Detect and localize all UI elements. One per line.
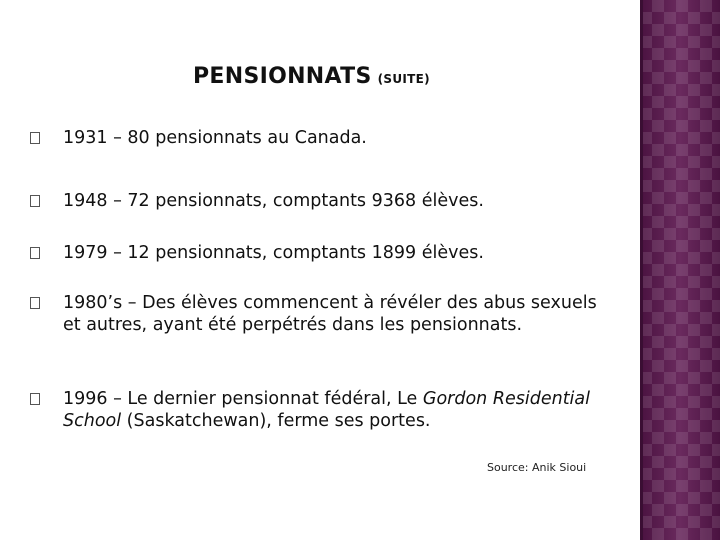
school-name: Gordon Residential School <box>63 389 591 431</box>
sidebar-edge <box>640 0 643 540</box>
bullet-item <box>30 292 605 336</box>
source-credit: Source: Anik Sioui <box>487 461 587 474</box>
bullet-box-icon <box>30 297 40 309</box>
bullet-text-post: (Saskatchewan), ferme ses portes. <box>121 411 431 431</box>
bullet-box-icon <box>30 247 40 259</box>
bullet-box-icon <box>30 393 40 405</box>
bullet-text: 1948 – 72 pensionnats, comptants 9368 élèves. <box>63 191 484 211</box>
bullet-item <box>30 242 605 264</box>
bullet-box-icon <box>30 195 40 207</box>
title-main: PENSIONNATS <box>193 64 372 89</box>
title-suffix: (SUITE) <box>377 72 430 86</box>
bullet-item <box>30 388 605 432</box>
decorative-sidebar <box>640 0 720 540</box>
bullet-text <box>63 388 605 432</box>
bullet-item <box>30 127 605 149</box>
bullet-box-icon <box>30 132 40 144</box>
bullet-item <box>30 190 605 212</box>
bullet-text-pre: 1996 – Le dernier pensionnat fédéral, Le <box>63 389 423 409</box>
bullet-text: 1980’s – Des élèves commencent à révéler des abus sexuels et autres, ayant été perpétrés dans les pensionnats. <box>63 293 597 335</box>
bullet-text: 1979 – 12 pensionnats, comptants 1899 élèves. <box>63 243 484 263</box>
bullet-text: 1931 – 80 pensionnats au Canada. <box>63 128 367 148</box>
